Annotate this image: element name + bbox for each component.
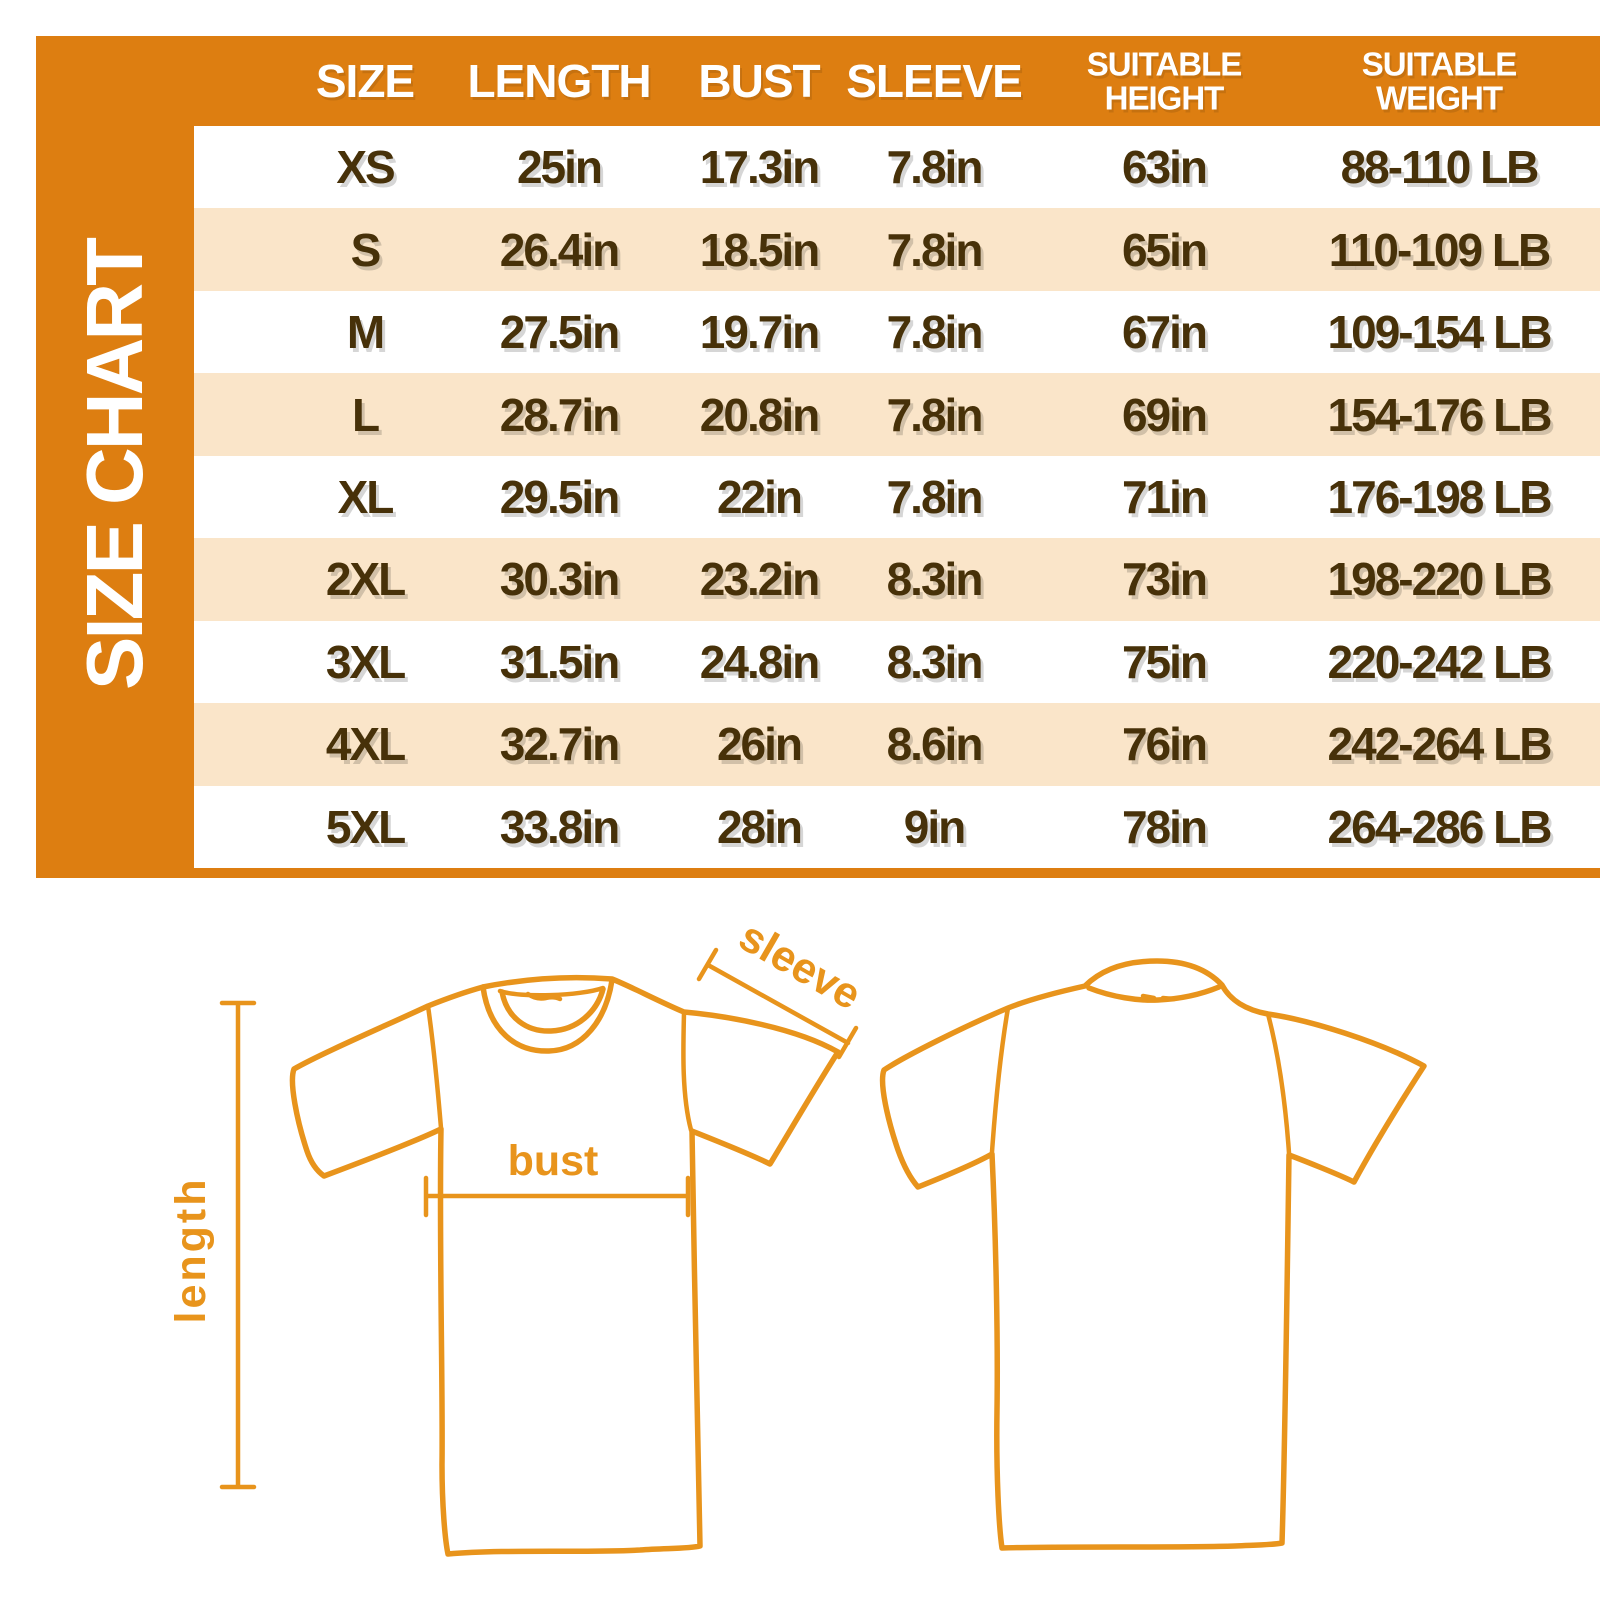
weight-cell: 109-154 LB	[1327, 306, 1551, 359]
table-row-4xl	[194, 703, 1600, 785]
table-row-2xl	[194, 538, 1600, 620]
header-size: SIZE	[315, 55, 415, 107]
height-cell: 75in	[1121, 635, 1207, 688]
sleeve-cell: 8.3in	[886, 553, 982, 606]
length-measure-line	[222, 1003, 254, 1487]
length-measure	[167, 1003, 254, 1487]
front-collar-back-seam	[500, 988, 603, 995]
header-length: LENGTH	[467, 55, 651, 107]
weight-cell: 242-264 LB	[1327, 718, 1551, 771]
sleeve-cell: 7.8in	[886, 306, 982, 359]
tshirt-measurement-diagram	[0, 880, 1600, 1600]
weight-cell: 154-176 LB	[1327, 388, 1551, 441]
length-cell: 25in	[516, 141, 602, 194]
weight-cell: 176-198 LB	[1327, 470, 1551, 523]
header-suitable-weight-line2: WEIGHT	[1376, 79, 1502, 116]
height-cell: 71in	[1121, 470, 1207, 523]
sleeve-cell: 7.8in	[886, 223, 982, 276]
weight-cell: 220-242 LB	[1327, 635, 1551, 688]
size-chart-title: SIZE CHART	[70, 240, 159, 690]
size-cell: S	[350, 223, 380, 276]
bust-cell: 17.3in	[699, 141, 819, 194]
length-cell: 26.4in	[499, 223, 619, 276]
header-suitable-weight	[1362, 47, 1517, 114]
bust-cell: 18.5in	[699, 223, 819, 276]
sleeve-cell: 7.8in	[886, 470, 982, 523]
table-row-xs	[194, 126, 1600, 208]
back-shirt-outline	[883, 961, 1424, 1548]
size-cell: M	[346, 306, 384, 359]
front-left-sleeve-seam	[428, 1006, 441, 1128]
bust-cell: 28in	[716, 800, 802, 853]
bust-cell: 19.7in	[699, 306, 819, 359]
table-header	[194, 36, 1600, 126]
sleeve-measure	[699, 912, 869, 1057]
bust-cell: 26in	[716, 718, 802, 771]
size-cell: XL	[337, 470, 393, 523]
bust-label: bust	[507, 1137, 599, 1185]
weight-cell: 110-109 LB	[1328, 223, 1550, 276]
weight-cell: 198-220 LB	[1327, 553, 1551, 606]
size-cell: 2XL	[325, 553, 405, 606]
length-cell: 31.5in	[499, 635, 619, 688]
sleeve-cell: 7.8in	[886, 388, 982, 441]
weight-cell: 264-286 LB	[1327, 800, 1551, 853]
bust-cell: 24.8in	[699, 635, 819, 688]
back-shirt	[883, 961, 1424, 1548]
header-sleeve: SLEEVE	[846, 55, 1022, 107]
weight-cell: 88-110 LB	[1340, 141, 1538, 194]
table-row-5xl	[194, 786, 1600, 868]
size-cell: L	[351, 388, 379, 441]
bust-cell: 22in	[716, 470, 802, 523]
length-cell: 28.7in	[499, 388, 619, 441]
size-chart-block	[36, 36, 1600, 878]
front-shirt	[292, 978, 838, 1554]
front-shirt-outline	[292, 978, 838, 1554]
length-label: length	[167, 1176, 215, 1324]
height-cell: 65in	[1121, 223, 1207, 276]
back-left-sleeve-seam	[992, 1008, 1008, 1152]
bust-cell: 20.8in	[699, 388, 819, 441]
height-cell: 76in	[1121, 718, 1207, 771]
height-cell: 67in	[1121, 306, 1207, 359]
table-row-s	[194, 208, 1600, 290]
length-cell: 32.7in	[499, 718, 619, 771]
bust-cell: 23.2in	[699, 553, 819, 606]
length-cell: 33.8in	[499, 800, 619, 853]
size-cell: XS	[336, 141, 394, 194]
header-suitable-height	[1087, 47, 1242, 114]
height-cell: 69in	[1121, 388, 1207, 441]
height-cell: 78in	[1121, 800, 1207, 853]
table-row-l	[194, 373, 1600, 455]
sleeve-cell: 9in	[903, 800, 965, 853]
table-row-m	[194, 291, 1600, 373]
sleeve-cell: 8.6in	[886, 718, 982, 771]
front-right-sleeve-seam	[683, 1013, 691, 1130]
sleeve-label: sleeve	[731, 912, 869, 1020]
table-body	[194, 126, 1600, 868]
size-cell: 3XL	[325, 635, 405, 688]
header-suitable-weight-line1: SUITABLE	[1361, 45, 1517, 83]
length-cell: 30.3in	[499, 553, 619, 606]
sleeve-cell: 7.8in	[886, 141, 982, 194]
size-cell: 5XL	[325, 800, 405, 853]
header-suitable-height-line2: HEIGHT	[1104, 79, 1224, 116]
header-suitable-height-line1: SUITABLE	[1086, 45, 1242, 83]
size-cell: 4XL	[325, 718, 405, 771]
table-row-3xl	[194, 621, 1600, 703]
length-cell: 27.5in	[499, 306, 619, 359]
back-right-sleeve-seam	[1268, 1014, 1289, 1153]
height-cell: 73in	[1121, 553, 1207, 606]
sleeve-cell: 8.3in	[886, 635, 982, 688]
bust-measure	[426, 1137, 688, 1215]
table-row-xl	[194, 456, 1600, 538]
header-bust: BUST	[698, 55, 820, 107]
length-cell: 29.5in	[499, 470, 619, 523]
height-cell: 63in	[1121, 141, 1207, 194]
